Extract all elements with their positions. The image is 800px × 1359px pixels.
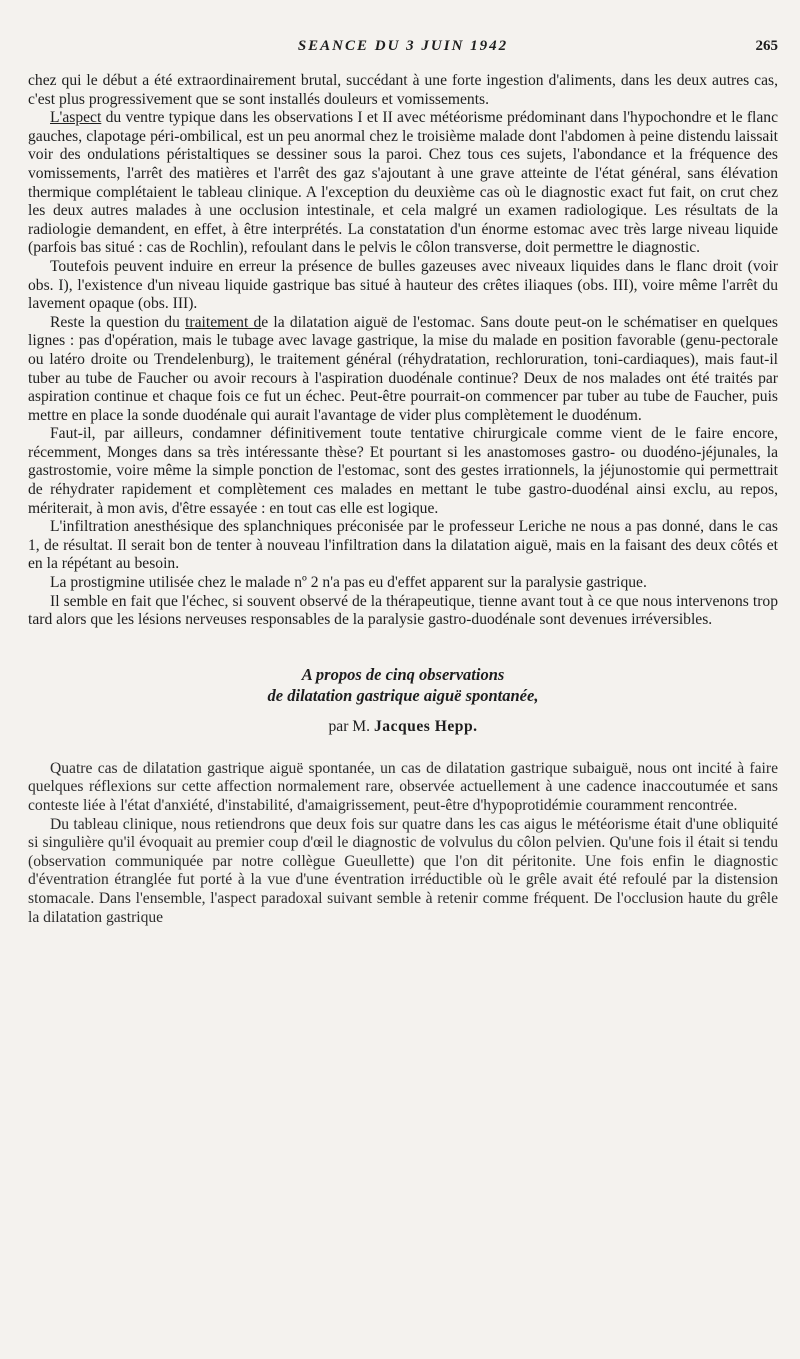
page-number: 265 [755,38,778,54]
paragraph: Du tableau clinique, nous retiendrons que deux fois sur quatre dans les cas aigus le météorisme était d'une obliquité si singulière qu'il évoquait au premier coup d'œil le diagnostic de volvulus du côlon pelvien. Qu'une fois il était si tendu (observation communiquée par notre collègue Gueullette) que l'on dit péritonite. Une fois enfin le diagnostic d'éventration étranglée fut porté à la vue d'une éventration irréductible où le grêle avait été refoulé par la distension stomacale. Dans l'ensemble, l'aspect paradoxal suivant semble à retenir comme fréquent. De l'occlusion haute du grêle la dilatation gastrique [28,815,778,926]
paragraph: chez qui le début a été extraordinairement brutal, succédant à une forte ingestion d'aliments, dans les deux autres cas, c'est plus progressivement que se sont installés douleurs et vomissements. [28,72,778,108]
running-head: SEANCE DU 3 JUIN 1942 [297,38,509,54]
underlined-text: traitement d [185,313,262,331]
paragraph: La prostigmine utilisée chez le malade nº 2 n'a pas eu d'effet apparent sur la paralysie gastrique. [50,574,647,592]
page-header [28,38,778,64]
article-title-line: de dilatation gastrique aiguë spontanée, [267,685,539,705]
paragraph: Faut-il, par ailleurs, condamner définitivement toute tentative chirurgicale comme vient de le faire encore, récemment, Monges dans sa très intéressante thèse? Et pourtant si les anastomoses gastro- ou duodéno-jéjunales, la gastrostomie, voire même la simple ponction de l'estomac, sont des gestes irrationnels, la jéjunostomie qui permettrait de réhydrater rapidement et complètement ces malades en mettant le tube gastro-duodénal ainsi exclu, au repos, mériterait, à mon avis, d'être essayée : en tout cas elle est logique. [28,425,778,517]
author-name: Jacques Hepp. [373,717,478,735]
article-title [28,664,778,706]
paragraph: Il semble en fait que l'échec, si souvent observé de la thérapeutique, tienne avant tout à ce que nous intervenons trop tard alors que les lésions nerveuses responsables de la paralysie gastro-duodénale sont devenues irréversibles. [28,592,778,629]
byline [28,718,778,736]
body-text [28,72,778,630]
paragraph [28,314,778,426]
byline-prefix: par M. [328,717,371,735]
underlined-text: L'aspect [50,109,102,127]
paragraph-text: e la dilatation aiguë de l'estomac. Sans doute peut-on le schématiser en quelques lignes : pas d'opération, mais le tubage avec lavage gastrique, la mise du malade en position favorable (genu-pectorale ou latéro droite ou Trendelenburg), le traitement général (réhydratation, rechloruration, toni-cardiaques), mais faut-il tuber au tube de Faucher ou avoir recours à l'aspiration duodénale continue? Deux de nos malades ont été traités par aspiration continue et chaque fois ce fut un échec. Peut-être pourrait-on commencer par tuber au tube de Faucher, puis mettre en place la sonde duodénale qui aurait l'avantage de vider plus complètement le duodénum. [28,313,778,424]
article-title-line: A propos de cinq observations [301,664,505,684]
paragraph: Quatre cas de dilatation gastrique aiguë spontanée, un cas de dilatation gastrique subaiguë, nous ont incité à faire quelques réflexions sur cette affection normalement rare, observée actuellement à une cadence inaccoutumée et sans conteste liée à l'état d'anxiété, d'instabilité, d'amaigrissement, peut-être d'hypoprotidémie couramment rencontrée. [28,759,778,814]
paragraph-text: Reste la question du [50,313,186,331]
article-body [28,760,778,927]
paragraph: Toutefois peuvent induire en erreur la présence de bulles gazeuses avec niveaux liquides dans le flanc droit (voir obs. I), l'existence d'un niveau liquide gastrique bas situé à hauteur des crêtes iliaques (obs. III), voire même l'arrêt du lavement opaque (obs. III). [28,257,778,313]
paragraph [28,109,778,258]
document-page [28,38,778,927]
paragraph: L'infiltration anesthésique des splanchniques préconisée par le professeur Leriche ne nous a pas donné, dans le cas 1, de résultat. Il serait bon de tenter à nouveau l'infiltration dans la dilatation aiguë, mais en la faisant des deux côtés et en la répétant au besoin. [28,518,778,573]
paragraph-text: du ventre typique dans les observations I et II avec météorisme prédominant dans l'hypochondre et le flanc gauches, clapotage péri-ombilical, est un peu anormal chez le troisième malade dont l'abdomen à peine distendu laissait voir des ondulations péristaltiques se dessiner sous la paroi. Chez tous ces sujets, l'abondance et la fréquence des vomissements, l'arrêt des matières et l'arrêt des gaz s'ajoutant à une grave atteinte de l'état général, sans élévation thermique complétaient le tableau clinique. A l'exception du deuxième cas où le diagnostic exact fut fait, on crut chez les deux autres malades à une occlusion intestinale, et cela malgré un examen radiologique. Les résultats de la radiologie demandent, en effet, à être interprétés. La constatation d'un énorme estomac avec très large niveau liquide (parfois bas situé : cas de Rochlin), refoulant dans le pelvis le côlon transverse, doit permettre le diagnostic. [28,109,778,257]
